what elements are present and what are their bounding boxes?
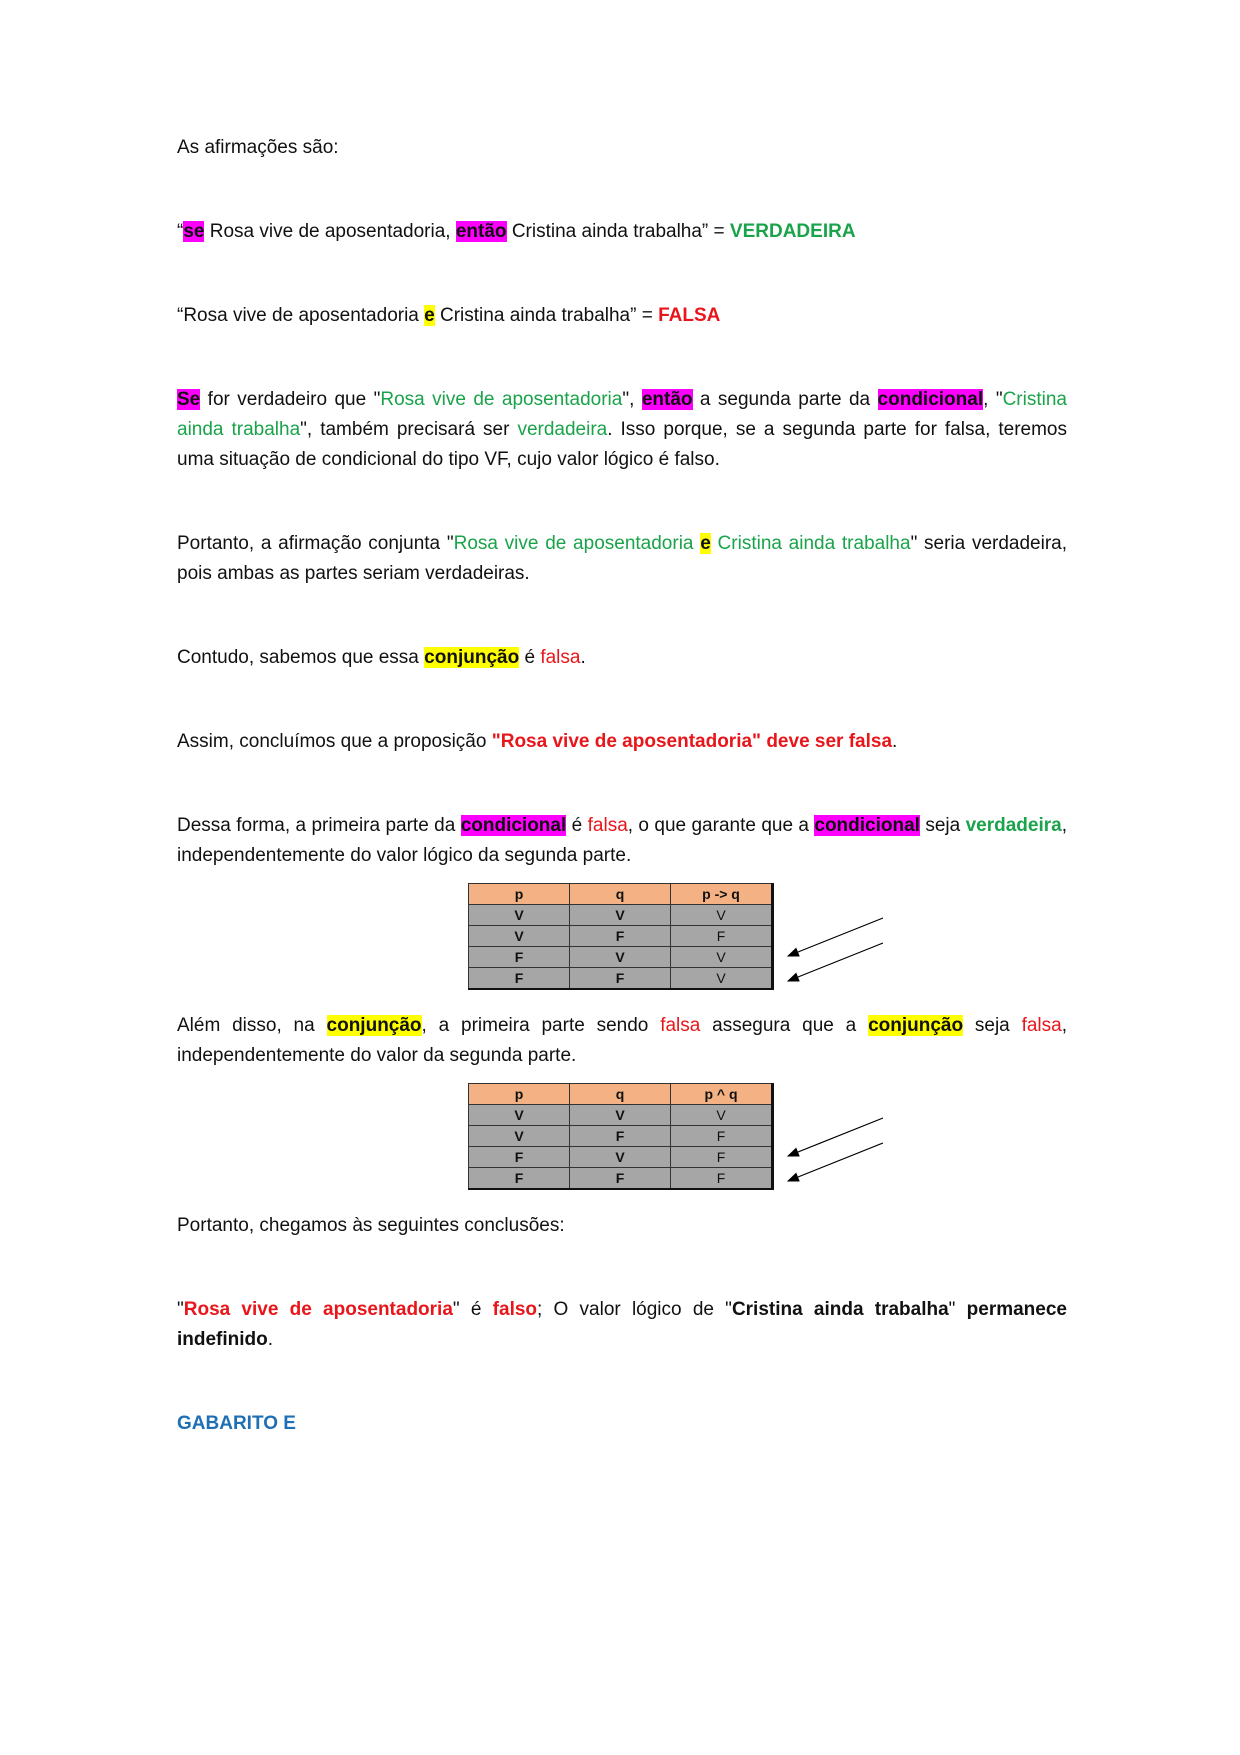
paragraph-contudo <box>177 643 1067 673</box>
table-row <box>469 905 773 926</box>
text: . <box>267 1329 274 1350</box>
text: . Isso porque, se a segunda parte for falsa, teremos uma situação de condicional do tipo VF, cujo valor lógico é falso. <box>177 419 1067 470</box>
text: seja <box>919 815 966 836</box>
keyword-conjuncao: conjunção <box>424 647 520 668</box>
text: . <box>892 731 898 752</box>
table-header-row <box>469 1084 773 1105</box>
text: a segunda parte da <box>692 389 878 410</box>
text: é <box>519 647 541 668</box>
truth-table-conditional <box>468 883 774 990</box>
cell: F <box>469 1147 570 1168</box>
cell: V <box>570 1147 671 1168</box>
truth-table-conjunction <box>468 1083 774 1190</box>
red-phrase: Rosa vive de aposentadoria <box>183 1299 453 1320</box>
table-row <box>469 1105 773 1126</box>
red-word: falsa <box>660 1015 701 1036</box>
text: Contudo, sabemos que essa <box>177 647 425 668</box>
text: , o que garante que a <box>627 815 815 836</box>
green-phrase: Cristina ainda trabalha <box>177 389 1067 440</box>
arrow-icon <box>788 918 883 956</box>
arrow-icon <box>788 1118 883 1156</box>
truth-value-false: FALSA <box>658 305 721 326</box>
text: Cristina ainda trabalha” = <box>434 305 659 326</box>
keyword-conjuncao: conjunção <box>326 1015 422 1036</box>
table-row <box>469 968 773 990</box>
cell: V <box>671 947 773 968</box>
truth-table-conjunction-block <box>468 1083 888 1199</box>
text: , independentemente do valor da segunda parte. <box>177 1015 1067 1066</box>
red-word: falsa <box>1021 1015 1062 1036</box>
keyword-e: e <box>424 305 435 326</box>
text: seja <box>963 1015 1022 1036</box>
text: ", <box>622 389 642 410</box>
green-phrase: verdadeira <box>517 419 608 440</box>
text: , independentemente do valor lógico da segunda parte. <box>177 815 1067 866</box>
paragraph-reasoning <box>177 385 1067 475</box>
arrows-conjunction <box>780 1109 890 1189</box>
cell: V <box>671 968 773 990</box>
header-cell: p -> q <box>671 884 773 905</box>
arrow-icon <box>788 943 883 981</box>
intro-text: As afirmações são: <box>177 137 339 158</box>
statement-conditional <box>177 217 1067 247</box>
text: Portanto, a afirmação conjunta " <box>177 533 454 554</box>
cell: F <box>469 968 570 990</box>
cell: F <box>570 1168 671 1190</box>
cell: F <box>469 947 570 968</box>
paragraph-conjoint <box>177 529 1067 589</box>
arrow-icon <box>788 1143 883 1181</box>
truth-table-conditional-block <box>468 883 888 999</box>
bold-phrase: Cristina ainda trabalha <box>731 1299 949 1320</box>
keyword-condicional: condicional <box>460 815 567 836</box>
keyword-se: se <box>183 221 205 242</box>
paragraph-alem-disso <box>177 1011 1067 1071</box>
cell: F <box>570 1126 671 1147</box>
cell: V <box>469 1105 570 1126</box>
keyword-conjuncao: conjunção <box>868 1015 964 1036</box>
text: , a primeira parte sendo <box>421 1015 661 1036</box>
truth-value-true: VERDADEIRA <box>729 221 856 242</box>
cell: F <box>671 1147 773 1168</box>
cell: V <box>671 905 773 926</box>
keyword-e: e <box>700 533 711 554</box>
cell: F <box>570 968 671 990</box>
green-phrase: Rosa vive de aposentadoria <box>453 533 694 554</box>
table-header-row <box>469 884 773 905</box>
table-row <box>469 947 773 968</box>
red-phrase: "Rosa vive de aposentadoria" deve ser falsa <box>491 731 893 752</box>
table-row <box>469 1168 773 1190</box>
green-word: verdadeira <box>965 815 1062 836</box>
cell: V <box>570 905 671 926</box>
text: . <box>580 647 586 668</box>
keyword-condicional: condicional <box>877 389 984 410</box>
cell: V <box>469 926 570 947</box>
statement-conjunction <box>177 301 1067 331</box>
cell: F <box>671 926 773 947</box>
cell: F <box>671 1168 773 1190</box>
text: Assim, concluímos que a proposição <box>177 731 492 752</box>
text: Além disso, na <box>177 1015 327 1036</box>
header-cell: p ^ q <box>671 1084 773 1105</box>
text: , " <box>983 389 1003 410</box>
header-cell: q <box>570 884 671 905</box>
cell: V <box>570 947 671 968</box>
header-cell: q <box>570 1084 671 1105</box>
text: Cristina ainda trabalha” = <box>506 221 730 242</box>
cell: F <box>469 1168 570 1190</box>
header-cell: p <box>469 884 570 905</box>
paragraph-assim <box>177 727 1067 757</box>
arrows-conditional <box>780 909 890 989</box>
keyword-condicional: condicional <box>814 815 920 836</box>
cell: V <box>469 1126 570 1147</box>
bold-phrase: permanece indefinido <box>177 1299 1067 1350</box>
keyword-entao: então <box>641 389 693 410</box>
keyword-entao: então <box>455 221 507 242</box>
cell: V <box>570 1105 671 1126</box>
red-word: falso <box>492 1299 538 1320</box>
text: " <box>948 1299 967 1320</box>
red-word: falsa <box>540 647 581 668</box>
text: " seria verdadeira, pois ambas as partes seriam verdadeiras. <box>177 533 1068 584</box>
table-row <box>469 926 773 947</box>
text: " é <box>452 1299 493 1320</box>
cell: F <box>570 926 671 947</box>
cell: F <box>671 1126 773 1147</box>
table-row <box>469 1126 773 1147</box>
keyword-se: Se <box>177 389 201 410</box>
paragraph-portanto-conclusoes: Portanto, chegamos às seguintes conclusões: <box>177 1215 565 1236</box>
green-phrase: Rosa vive de aposentadoria <box>380 389 623 410</box>
text: for verdadeiro que " <box>200 389 381 410</box>
text: Dessa forma, a primeira parte da <box>177 815 461 836</box>
text: “ <box>177 221 184 242</box>
header-cell: p <box>469 1084 570 1105</box>
text: “Rosa vive de aposentadoria <box>177 305 425 326</box>
text: ", também precisará ser <box>300 419 518 440</box>
text: assegura que a <box>700 1015 869 1036</box>
paragraph-dessa-forma <box>177 811 1067 871</box>
answer-key: GABARITO E <box>177 1413 296 1434</box>
text: " <box>177 1299 184 1320</box>
table-row <box>469 1147 773 1168</box>
text: ; O valor lógico de " <box>537 1299 732 1320</box>
cell: V <box>671 1105 773 1126</box>
paragraph-conclusion <box>177 1295 1067 1355</box>
text: Rosa vive de aposentadoria, <box>204 221 456 242</box>
text: é <box>566 815 588 836</box>
red-word: falsa <box>587 815 628 836</box>
green-phrase: Cristina ainda trabalha <box>717 533 911 554</box>
cell: V <box>469 905 570 926</box>
